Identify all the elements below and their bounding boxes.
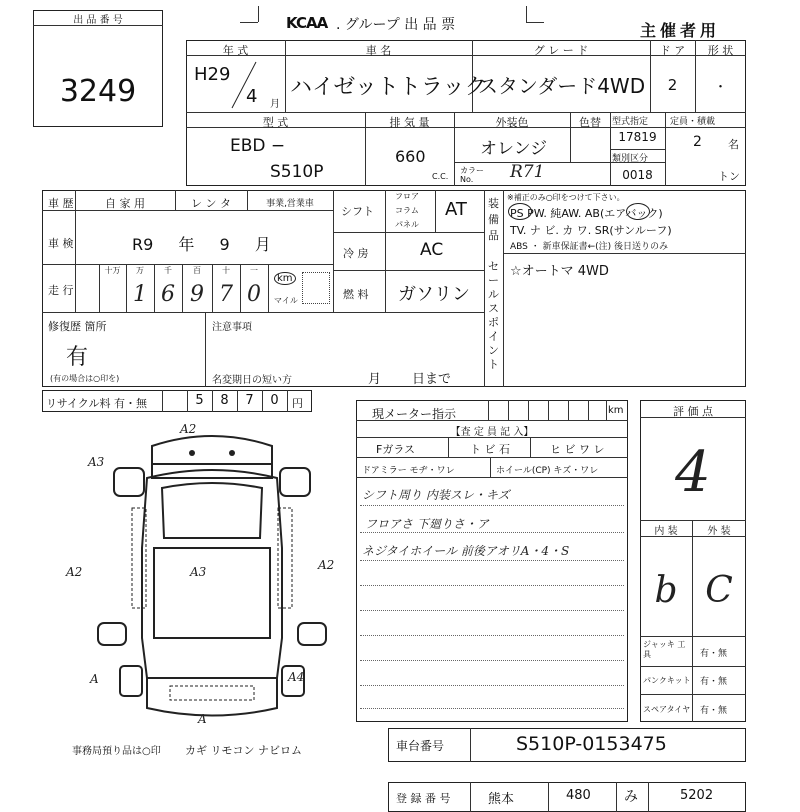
inspection-note-1: シフト周り 内装スレ・キズ: [362, 488, 510, 502]
lot-number: 3249: [59, 74, 137, 109]
inspection-note-2: フロアさ 下廻りさ・ア: [365, 517, 489, 531]
exterior-label: 外 装: [707, 526, 731, 537]
spare-yes-no: 有・無: [700, 706, 728, 716]
displacement-value: 660: [395, 147, 426, 166]
model-code: S510P: [270, 162, 324, 182]
vehicle-grade: スタンダード4WD: [478, 74, 646, 98]
mileage-unit-100k: 十万: [104, 266, 121, 275]
damage-mark-rear-left: A: [90, 672, 99, 686]
mileage-digit: 6: [161, 282, 175, 307]
interior-label: 内 装: [654, 526, 678, 537]
sales-point: ☆オートマ 4WD: [510, 264, 609, 279]
notes-label: 注意事項: [212, 322, 252, 333]
exterior-color-label: 外装色: [495, 116, 529, 129]
registration-number: 5202: [680, 788, 714, 803]
class-label: 類別区分: [612, 154, 649, 164]
spare-label: スペアタイヤ: [643, 705, 691, 714]
repair-note: (有の場合は○印を): [50, 374, 120, 383]
mileage-label: 走 行: [48, 284, 74, 297]
sheet-title: . グループ 出 品 票: [336, 17, 456, 33]
history-rental: レ ン タ: [191, 197, 231, 210]
year-month: 4: [246, 86, 258, 107]
equipment-line-2: TV. ナ ビ. カ ワ. SR(サンルーフ): [510, 224, 672, 237]
recycle-digit: 5: [195, 393, 204, 408]
exterior-color: オレンジ: [480, 139, 548, 159]
ac-label: 冷 房: [343, 247, 369, 260]
class-number: 0018: [622, 168, 653, 182]
equipment-label: 装備品: [488, 197, 499, 242]
mileage-digit: 7: [219, 282, 233, 307]
shape-value: ・: [713, 80, 727, 95]
ab-circle-icon: [626, 203, 650, 220]
capacity-value: 2: [693, 134, 702, 150]
puncture-yes-no: 有・無: [700, 677, 728, 687]
mileage-unit-10: 十: [222, 266, 230, 275]
organizer-label: 主催者用: [640, 21, 721, 40]
color-change-label: 色替: [579, 116, 601, 129]
fuel-value: ガソリン: [398, 284, 470, 305]
capacity-unit: 名: [728, 138, 739, 151]
damage-mark-front-left: A3: [88, 455, 105, 469]
chassis-label: 車台番号: [396, 739, 445, 753]
glass-chip: ト ビ 石: [470, 443, 510, 456]
jack-yes-no: 有・無: [700, 649, 728, 659]
jack-label: ジャッキ 工具: [643, 640, 686, 659]
year-slash-icon: [228, 60, 258, 110]
wheel-label: ホイール(CP) キズ・ワレ: [496, 466, 599, 476]
name-change-day: 日まで: [412, 372, 452, 387]
registration-kana: み: [624, 789, 638, 805]
equipment-line-1: PS PW. 純AW. AB(エアバック): [510, 207, 663, 220]
grade-label: グ レ ー ド: [533, 44, 589, 57]
cc-unit: C.C.: [432, 172, 449, 181]
recycle-unit: 円: [292, 397, 303, 410]
brand-logo: KCAA: [286, 14, 328, 32]
shift-label: シフト: [341, 205, 374, 218]
capacity-label: 定員・積載: [670, 117, 716, 127]
keys-note: 事務局預り品は○印: [72, 746, 161, 757]
shift-value: AT: [445, 199, 467, 220]
mile-checkbox[interactable]: [302, 272, 330, 304]
doors-label: ド ア: [659, 44, 686, 57]
mirror-label: ドアミラー モヂ・ワレ: [362, 466, 455, 476]
mileage-unit-10k: 万: [136, 266, 144, 275]
recycle-label: リサイクル料 有・無: [46, 397, 147, 410]
model-prefix: EBD −: [230, 136, 286, 156]
equipment-note: ※補正のみ○印をつけて下さい。: [507, 193, 625, 202]
ac-value: AC: [420, 240, 444, 260]
mile-unit: マイル: [274, 296, 298, 305]
history-business: 事業,営業車: [266, 199, 314, 209]
interior-grade: b: [654, 570, 678, 611]
doors-value: 2: [667, 76, 678, 94]
inspection-label: 車 検: [48, 237, 74, 250]
overall-score: 4: [675, 440, 711, 505]
year-label: 年 式: [222, 44, 249, 57]
equipment-line-3: ABS ・ 新車保証書←(注) 後日送りのみ: [510, 242, 669, 252]
damage-mark-top: A2: [180, 422, 197, 436]
registration-label: 登 録 番 号: [396, 792, 451, 805]
color-code: R71: [510, 162, 545, 182]
recycle-digit: 7: [245, 393, 254, 408]
name-change-month: 月: [368, 372, 382, 387]
meter-unit: km: [608, 405, 624, 416]
recycle-digit: 0: [270, 393, 279, 408]
mileage-digit: 0: [247, 282, 261, 307]
glass-crack: ヒ ビ ワ レ: [550, 443, 605, 456]
repair-label: 修復歴 箇所: [48, 320, 107, 333]
damage-mark-left: A2: [66, 565, 83, 579]
score-label: 評 価 点: [673, 405, 713, 418]
chassis-number: S510P-0153475: [516, 733, 667, 755]
month-unit: 月: [270, 99, 280, 110]
recycle-digit: 8: [220, 393, 229, 408]
history-label: 車 歴: [48, 197, 74, 210]
mileage-digit: 1: [133, 282, 147, 307]
type-designation-label: 型式指定: [612, 117, 649, 127]
meter-label: 現メーター指示: [372, 407, 457, 421]
displacement-label: 排 気 量: [389, 116, 430, 129]
shape-label: 形 状: [707, 44, 734, 57]
type-designation: 17819: [618, 130, 657, 144]
mileage-unit-100: 百: [193, 266, 201, 275]
name-label: 車 名: [365, 44, 392, 57]
name-change-label: 名変期日の短い方: [212, 375, 292, 386]
inspector-label: 【査 定 員 記 入】: [450, 427, 534, 438]
color-code-label: カラー No.: [460, 166, 484, 184]
fuel-label: 燃 料: [343, 288, 369, 301]
exterior-grade: C: [705, 570, 733, 611]
load-unit: トン: [718, 170, 740, 183]
mileage-digit: 9: [190, 282, 204, 307]
sales-point-label: セールスポイント: [488, 260, 499, 371]
ps-circle-icon: [508, 203, 532, 220]
damage-mark-bottom: A: [198, 712, 207, 726]
damage-mark-rear-right: A4: [288, 670, 305, 684]
mileage-unit-1k: 千: [164, 266, 172, 275]
km-unit: km: [274, 272, 296, 285]
year-era: H29: [194, 64, 231, 85]
lot-number-label: 出 品 番 号: [73, 15, 123, 26]
registration-area: 熊本: [488, 792, 515, 807]
inspection-date: R9 年 9 月: [132, 235, 271, 254]
damage-mark-right: A2: [318, 558, 335, 572]
damage-mark-roof: A3: [190, 565, 207, 579]
keys-items: カギ リモコン ナビロム: [185, 744, 302, 757]
vehicle-name: ハイゼットトラック: [290, 75, 487, 100]
puncture-label: パンクキット: [643, 676, 691, 685]
shift-column: コラム: [395, 206, 419, 215]
registration-class: 480: [566, 788, 591, 803]
repair-value: 有: [66, 345, 89, 370]
lot-number-box: [33, 10, 163, 127]
history-private: 自 家 用: [105, 197, 145, 210]
shift-panel: パネル: [395, 220, 419, 229]
glass-label: Fガラス: [376, 443, 415, 456]
mileage-unit-1: 一: [250, 266, 258, 275]
model-label: 型 式: [262, 116, 289, 129]
shift-floor: フロア: [395, 192, 419, 201]
inspection-note-3: ネジタイホイール 前後アオリA・4・S: [362, 544, 570, 558]
